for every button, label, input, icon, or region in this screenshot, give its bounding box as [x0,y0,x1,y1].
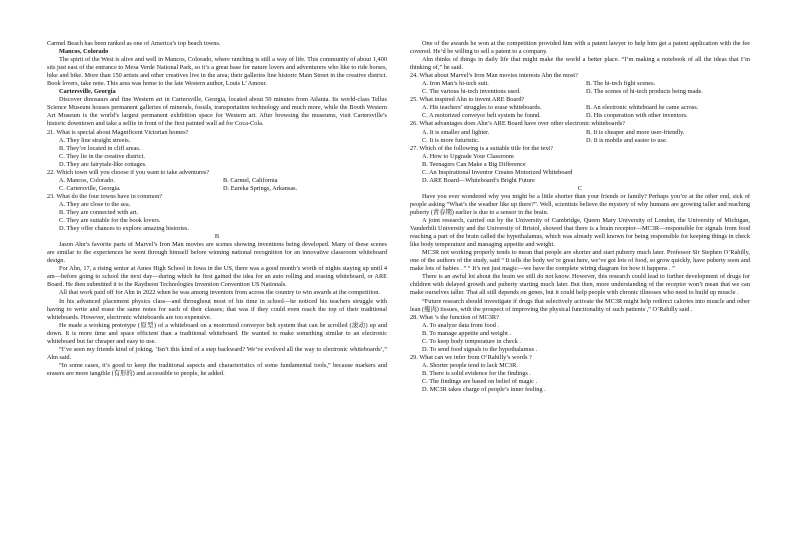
left-text-line: “In some cases, it’s good to keep the traditional aspects and characteristics of some fundamental tools,” because markers and erasers are more tangible (有形的) and accessible to people, he added. [47,361,387,377]
left-text-line: Mancos, Colorado [59,48,109,56]
right-options-row [410,88,750,96]
left-text-line: 22. Which town will you choose if you want to take adventures? [47,168,210,176]
option-text: D. It is mobile and easier to use. [586,136,668,144]
right-options-row [410,112,750,120]
right-text-line: 28. What ’s the function of MC3R? [410,313,499,321]
option-text: C. Cartersville, Georgia. [59,184,121,192]
right-text-line: A. To analyze data from food . [422,321,500,329]
right-text-line: “Future research should investigate if drugs that selectively activate the MC3R might help redirect calories into muscle and other lean (瘦肉) tissues, with the prospect of improving the physical functionality of such patients ,” O’Rahilly said . [410,297,750,313]
option-text: B. An electronic whiteboard he came across. [586,104,699,112]
left-text-line: Discover dinosaurs and fine Western art in Cartersville, Georgia, located about 50 minutes from Atlanta. Its world-class Tellus Science Museum houses permanent galleries of minerals, fossils, transportation technology and much more, while the Booth Western Art Museum is the world’s largest permanent exhibition space for Western art. After browsing the museums, visit Cartersville’s historic downtown and take a selfie in front of the first painted wall ad for Coca-Cola. [47,96,387,128]
left-text-line: C. They are suitable for the book lovers. [59,217,161,225]
left-text-line: A. They are close to the sea. [59,200,131,208]
left-text-line: 21. What is special about Magnificent Victorian homes? [47,128,189,136]
right-text-line: B. There is solid evidence for the findings . [422,369,532,377]
option-text: C. It is more futuristic. [422,136,480,144]
left-text-line: B. They are connected with art. [59,208,139,216]
right-text-line: C [577,184,583,192]
right-text-line: C. To keep body temperature in check . [422,337,521,345]
left-text-line: “I’ve seen my friends kind of joking, ‘Isn’t this kind of a step backward? We’ve evolved all the way to electronic whiteboards’,” Ahn said. [47,345,387,361]
option-text: B. Carmel, California [223,176,278,184]
right-text-line: D. MC3R takes charge of people’s inner feeling . [422,386,546,394]
right-text-line: 29. What can we infer from O’Rahilly’s words ? [410,353,532,361]
right-text-line: C. The findings are based on belief of magic . [422,377,538,385]
left-text-line: For Ahn, 17, a rising senior at Ames High School in Iowa in the US, there was a good month’s worth of nights staying up until 4 am—before going to school the next day—during which he first gained the idea for an auto rolling and erasing whiteboard, or ARE Board. He then submitted it to the Raytheon Technologies Invention Convention US Nationals. [47,265,387,289]
right-text-line: D. To send food signals to the hypothalamus . [422,345,538,353]
right-text-line: One of the awards he won at the competition provided him with a patent lawyer to help him get a patent application with the fee covered. He’d be willing to sell a patent to a company. [410,40,750,56]
left-text-line: A. They line straight streets. [59,136,131,144]
option-text: D. His cooperation with other inventors. [586,112,688,120]
option-text: D. Eureka Springs, Arkansas. [223,184,298,192]
left-text-line: C. They lie in the creative district. [59,152,145,160]
left-column [47,40,387,378]
left-text-line: B [214,233,220,241]
left-text-line: D. They are fairytale-like cottages. [59,160,147,168]
option-text: B. The hi-tech fight scenes. [586,80,656,88]
option-text: A. Mancos, Colorado. [59,176,115,184]
left-options-row [47,177,387,185]
right-text-line: B. To manage appetite and weight . [422,329,511,337]
right-text-line: A. Shorter people tend to lack MC3R. [422,361,518,369]
right-text-line: 27. Which of the following is a suitable title for the text? [410,144,553,152]
right-column [410,40,750,394]
option-text: C. A motorized conveyor belt system he found. [422,112,541,120]
left-text-line: D. They offer chances to explore amazing histories. [59,225,190,233]
option-text: A. It is smaller and lighter. [422,128,490,136]
right-text-line: 25. What inspired Ahn to invent ARE Board? [410,96,525,104]
left-text-line: Cartersville, Georgia [59,88,116,96]
left-text-line: All that work paid off for Ahn in 2022 when he was among inventors from across the country to win awards at the competition. [59,289,380,297]
option-text: C. The various hi-tech inventions used. [422,88,521,96]
option-text: A. Iron Man’s hi-tech suit. [422,80,489,88]
left-text-line: 23. What do the four towns have in common? [47,192,163,200]
option-text: A. His teachers’ struggles to erase whiteboards. [422,104,542,112]
right-text-line: Ahn thinks of things in daily life that might make the world a better place. “I’m making a notebook of all the ideas that I’m thinking of,” he said. [410,56,750,72]
left-text-line: In his advanced placement physics class—and throughout most of his time in school—he noticed his teachers struggle with having to write and erase the same notes for each of their classes; that was if they could even reach the top of their traditional whiteboards. However, electronic whiteboards are too expensive. [47,297,387,321]
right-text-line: D. ARE Board—Whiteboard’s Bright Future [422,176,535,184]
left-options-row [47,185,387,193]
right-text-line: MC3R not working properly tends to mean that people are shorter and start puberty much later. Professor Sir Stephen O’Rahilly, one of the authors of the study, said “ It tells the body we’re great here, we’ve got lots of food, so grow quickly, have puberty soon and make lots of babies . ” “ It’s not just magic—we have the complete wiring diagram for how it happens . ” [410,249,750,273]
right-options-row [410,129,750,137]
right-text-line: 26. What advantages does Ahn’s ARE Board have over other electronic whiteboards? [410,120,625,128]
option-text: B. It is cheaper and more user-friendly. [586,128,685,136]
right-text-line: B. Teenagers Can Make a Big Difference [422,160,526,168]
left-text-line: Carmel Beach has been ranked as one of America’s top beach towns. [47,40,221,47]
option-text: D. The scenes of hi-tech products being made. [586,88,703,96]
right-text-line: Have you ever wondered why you might be a little shorter than your friends or family? Perhaps you’re at the other end, sick of people asking “What’s the weather like up there?”. Well, scientists believe the mystery of why humans are growing taller and reaching puberty (青春期) earlier is due to a sensor in the brain. [410,192,750,216]
left-text-line: The spirit of the West is alive and well in Mancos, Colorado, where ranching is still a way of life. This community of about 1,400 sits just east of the entrance to Mesa Verde National Park, so it’s a great base for nature lovers and adventurers who like to ride horses, hike and bike. More than 150 artists and other creatives live in the area; their galleries line historic Main Street in the creative district. Book lovers, take note. This area was home to the late Western author, Louis L’ Amour. [47,56,387,88]
left-text-line: Jason Ahn’s favorite parts of Marvel’s Iron Man movies are scenes showing inventions being developed. Many of these scenes are similar to the experiences he went through himself before winning national recognition for an innovative classroom whiteboard design. [47,241,387,265]
right-options-row [410,80,750,88]
right-text-line: A joint research, carried out by the University of Cambridge, Queen Mary University of London, the University of Michigan, Vanderbilt University and the University of Bristol, showed that there is a brain receptor—MC3R—responsible for signals from food reaching a part of the brain called the hypothalamus, which was already well known for being responsible for keeping things in check like body temperature and managing appetite and weight. [410,217,750,249]
right-text-line: A. How to Upgrade Your Classroom [422,152,514,160]
right-options-row [410,104,750,112]
left-text-line: B. They’re located in cliff areas. [59,144,141,152]
right-text-line: 24. What about Marvel’s Iron Man movies interests Ahn the most? [410,72,578,80]
right-text-line: C. An Inspirational Inventor Creates Motorized Whiteboard [422,168,573,176]
left-text-line: He made a working prototype (原型) of a whiteboard on a motorized conveyor belt system that can be scrolled (滚动) up and down. It is more time and space efficient than a traditional whiteboard. He wanted to make something similar to an electronic whiteboard but far cheaper and easy to use. [47,321,387,345]
right-options-row [410,137,750,145]
right-text-line: There is an awful lot about the brain we still do not know. However, this research could lead to further development of drugs for children with delayed growth and puberty starting much later. But then, more understanding of the receptor won’t mean that we can make ourselves taller. That all still depends on genes, but it could help people with chronic illnesses who need to build up muscle . [410,273,750,297]
